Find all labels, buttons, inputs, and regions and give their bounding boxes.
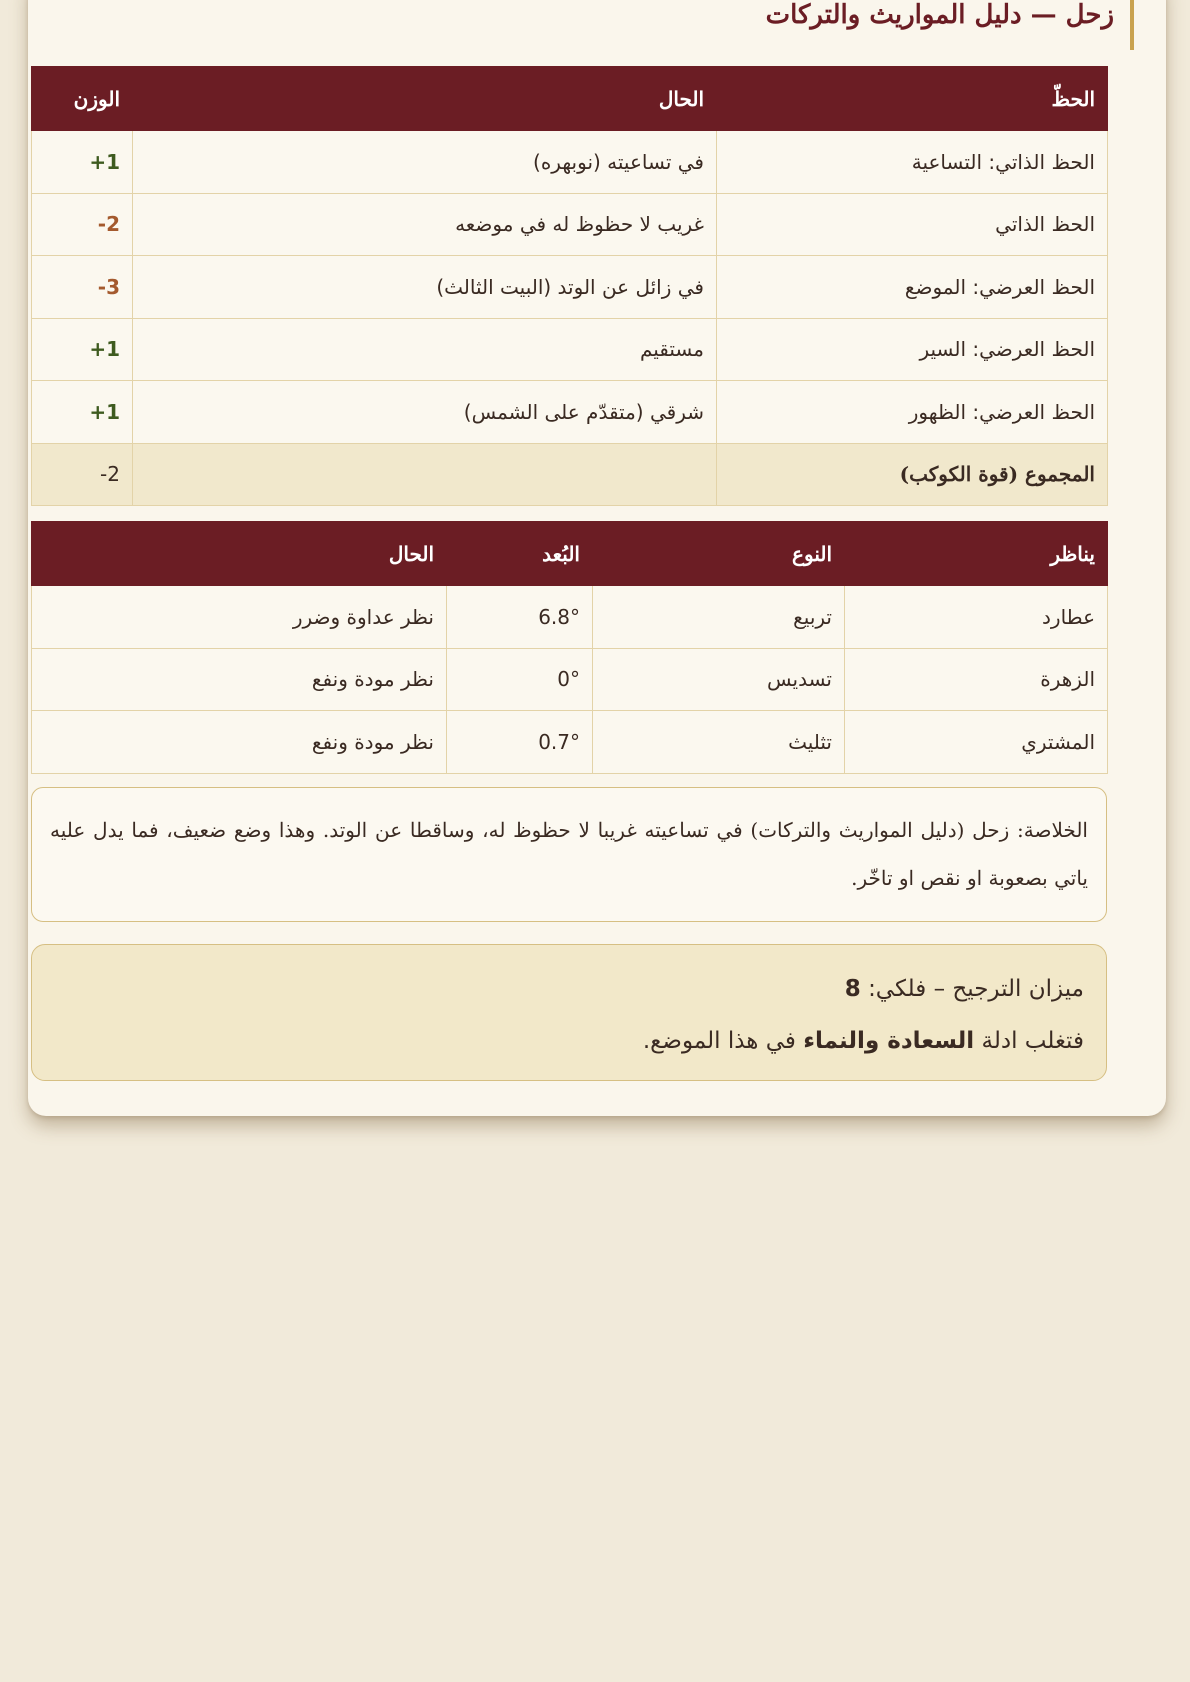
table-row <box>32 586 1108 649</box>
planet-cell: المشتري <box>845 711 1108 774</box>
header-state: الحال <box>133 67 717 131</box>
state-cell: غريب لا حظوظ له في موضعه <box>133 193 717 256</box>
conclusion-emphasis: السعادة والنماء <box>803 1028 975 1054</box>
aspects-table-header <box>32 522 1108 586</box>
aspect-type-cell: تثليث <box>593 711 845 774</box>
table-row <box>32 381 1108 444</box>
state-cell: شرقي (متقدّم على الشمس) <box>133 381 717 444</box>
weight-cell: 1+ <box>32 318 133 381</box>
state-cell: في زائل عن الوتد (البيت الثالث) <box>133 256 717 319</box>
table-row <box>32 648 1108 711</box>
verdict-box <box>31 944 1107 1081</box>
state-cell: مستقيم <box>133 318 717 381</box>
distance-cell: 0° <box>447 648 593 711</box>
conclusion-prefix: فتغلب ادلة <box>981 1028 1084 1054</box>
scale-line <box>54 963 1084 1015</box>
fortune-cell: الحظ الذاتي: التساعية <box>717 131 1108 194</box>
distance-cell: 0.7° <box>447 711 593 774</box>
table-row <box>32 193 1108 256</box>
fortune-cell: الحظ العرضي: الموضع <box>717 256 1108 319</box>
fortune-cell: الحظ العرضي: الظهور <box>717 381 1108 444</box>
section-title: زحل — دليل المواريث والتركات <box>766 0 1134 50</box>
aspects-table <box>31 521 1108 774</box>
header-distance: البُعد <box>447 522 593 586</box>
table-row <box>32 131 1108 194</box>
total-empty-cell <box>133 443 717 506</box>
weight-cell: 2- <box>32 193 133 256</box>
conclusion-suffix: في هذا الموضع. <box>642 1028 796 1054</box>
dignity-table <box>31 66 1108 506</box>
total-label: المجموع (قوة الكوكب) <box>717 443 1108 506</box>
weight-cell: 1+ <box>32 381 133 444</box>
header-weight: الوزن <box>32 67 133 131</box>
aspect-state-cell: نظر مودة ونفع <box>32 648 447 711</box>
distance-cell: 6.8° <box>447 586 593 649</box>
header-type: النوع <box>593 522 845 586</box>
state-cell: في تساعيته (نوبهره) <box>133 131 717 194</box>
dignity-table-header <box>32 67 1108 131</box>
weight-cell: 3- <box>32 256 133 319</box>
planet-cell: عطارد <box>845 586 1108 649</box>
aspect-type-cell: تسديس <box>593 648 845 711</box>
fortune-cell: الحظ الذاتي <box>717 193 1108 256</box>
fortune-cell: الحظ العرضي: السير <box>717 318 1108 381</box>
table-row <box>32 318 1108 381</box>
aspect-state-cell: نظر عداوة وضرر <box>32 586 447 649</box>
summary-box <box>31 787 1107 922</box>
planet-cell: الزهرة <box>845 648 1108 711</box>
aspect-type-cell: تربيع <box>593 586 845 649</box>
summary-text: الخلاصة: زحل (دليل المواريث والتركات) في تساعيته غريبا لا حظوظ له، وساقطا عن الوتد. وهذا وضع ضعيف، فما يدل عليه ياتي بصعوبة او نقص او تاخّر. <box>50 818 1088 890</box>
header-fortune: الحظّ <box>717 67 1108 131</box>
scale-value: 8 <box>844 976 861 1002</box>
total-value: 2- <box>32 443 133 506</box>
total-row <box>32 443 1108 506</box>
table-row <box>32 256 1108 319</box>
weight-cell: 1+ <box>32 131 133 194</box>
header-planet: يناظر <box>845 522 1108 586</box>
aspect-state-cell: نظر مودة ونفع <box>32 711 447 774</box>
conclusion-line <box>54 1015 1084 1067</box>
header-aspect-state: الحال <box>32 522 447 586</box>
table-row <box>32 711 1108 774</box>
scale-label: ميزان الترجيح – فلكي: <box>868 976 1084 1002</box>
